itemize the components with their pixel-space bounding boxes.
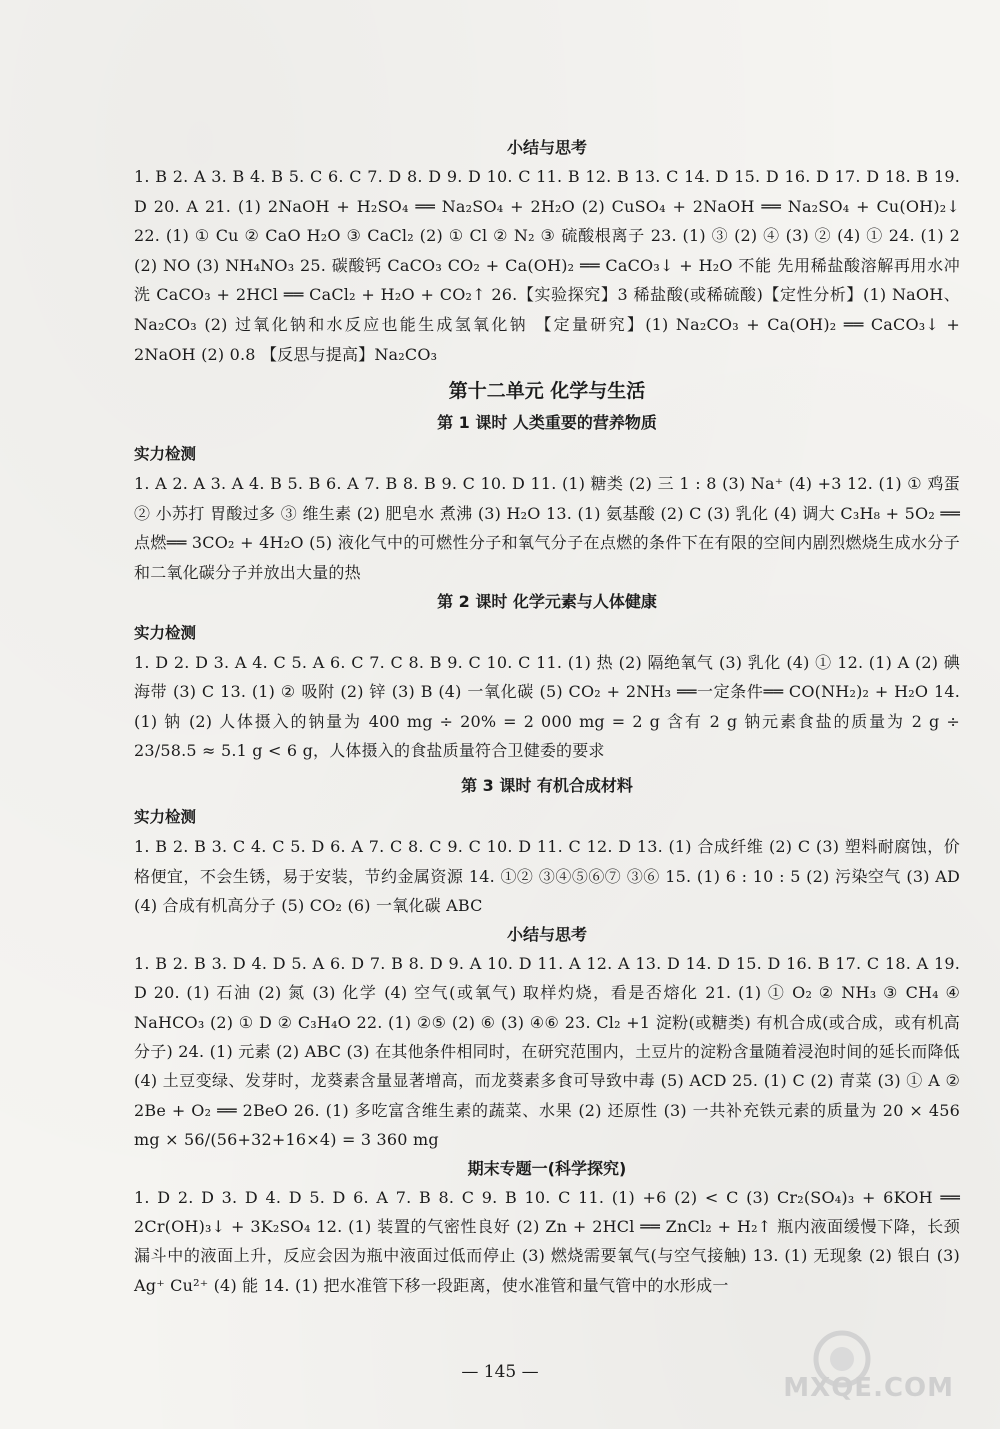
lesson3-title: 第 3 课时 有机合成材料 bbox=[461, 775, 633, 795]
lesson1-answers: 1. A 2. A 3. A 4. B 5. B 6. A 7. B 8. B 9. C 10. D 11. (1) 糖类 (2) 三 1 : 8 (3) Na⁺ (4) +3 12. (1) ① 鸡蛋 ② 小苏打 胃酸过多 ③ 维生素 (2) 肥皂水 煮沸 (3) H₂O 13. (1) 氨基酸 (2) C (3) 乳化 (4) 调大 C₃H₈ + 5O₂ ══点燃══ 3CO₂ + 4H₂O (5) 液化气中的可燃性分子和氧气分子在点燃的条件下在有限的空间内剧烈燃烧生成水分子和二氧化碳分子并放出大量的热 bbox=[134, 474, 960, 582]
page-number: — 145 — bbox=[461, 1362, 539, 1382]
unit-title: 第十二单元 化学与生活 bbox=[448, 380, 646, 403]
lesson1-label: 实力检测 bbox=[134, 445, 197, 464]
lesson2-answers: 1. D 2. D 3. A 4. C 5. A 6. C 7. C 8. B 9. C 10. C 11. (1) 热 (2) 隔绝氧气 (3) 乳化 (4) ① 12. (1) A (2) 碘 海带 (3) C 13. (1) ② 吸附 (2) 锌 (3) B (4) 一氧化碳 (5) CO₂ + 2NH₃ ══一定条件══ CO(NH₂)₂ + H₂O 14. (1) 钠 (2) 人体摄入的钠量为 400 mg ÷ 20% = 2 000 mg = 2 g 含有 2 g 钠元素食盐的质量为 2 g ÷ 23/58.5 ≈ 5.1 g < 6 g，人体摄入的食盐质量符合卫健委的要求 bbox=[134, 652, 960, 761]
watermark-text: MXQE.COM bbox=[783, 1373, 954, 1403]
summary2-answers: 1. B 2. B 3. D 4. D 5. A 6. D 7. B 8. D 9. A 10. D 11. A 12. A 13. D 14. D 15. D 16. B 17. C 18. A 19. D 20. (1) 石油 (2) 氮 (3) 化学 (4) 空气(或氧气) 取样灼烧，看是否熔化 21. (1) ① O₂ ② NH₃ ③ CH₄ ④ NaHCO₃ (2) ① D ② C₃H₄O 22. (1) ②⑤ (2) ⑥ (3) ④⑥ 23. Cl₂ +1 淀粉(或糖类) 有机合成(或合成，或有机高分子) 24. (1) 元素 (2) ABC (3) 在其他条件相同时，在研究范围内，土豆片的淀粉含量随着浸泡时间的延长而降低 (4) 土豆变绿、发芽时，龙葵素含量显著增高，而龙葵素多食可导致中毒 (5) ACD 25. (1) C (2) 青菜 (3) ① A ② 2Be + O₂ ══ 2BeO 26. (1) 多吃富含维生素的蔬菜、水果 (2) 还原性 (3) 一共补充铁元素的质量为 20 × 456 mg × 56/(56+32+16×4) = 3 360 mg bbox=[134, 953, 960, 1150]
lesson3-answers: 1. B 2. B 3. C 4. C 5. D 6. A 7. C 8. C 9. C 10. D 11. C 12. D 13. (1) 合成纤维 (2) C (3) 塑料耐腐蚀，价格便宜，不会生锈，易于安装，节约金属资源 14. ①② ③④⑤⑥⑦ ③⑥ 15. (1) 6 : 10 : 5 (2) 污染空气 (3) AD (4) 合成有机高分子 (5) CO₂ (6) 一氧化碳 ABC bbox=[134, 836, 960, 916]
answer-content bbox=[134, 134, 960, 1300]
section-title-summary2: 小结与思考 bbox=[506, 924, 587, 944]
lesson2-title: 第 2 课时 化学元素与人体健康 bbox=[437, 591, 657, 611]
final-topic-answers: 1. D 2. D 3. D 4. D 5. D 6. A 7. B 8. C 9. B 10. C 11. (1) +6 (2) < C (3) Cr₂(SO₄)₃ + 6KOH ══ 2Cr(OH)₃↓ + 3K₂SO₄ 12. (1) 装置的气密性良好 (2) Zn + 2HCl ══ ZnCl₂ + H₂↑ 瓶内液面缓慢下降，长颈漏斗中的液面上升，反应会因为瓶中液面过低而停止 (3) 燃烧需要氧气(与空气接触) 13. (1) 无现象 (2) 银白 (3) Ag⁺ Cu²⁺ (4) 能 14. (1) 把水准管下移一段距离，使水准管和量气管中的水形成一 bbox=[134, 1187, 960, 1295]
watermark bbox=[752, 1329, 962, 1411]
summary1-answers: 1. B 2. A 3. B 4. B 5. C 6. C 7. D 8. D 9. D 10. C 11. B 12. B 13. C 14. D 15. D 16. D 17. D 18. B 19. D 20. A 21. (1) 2NaOH + H₂SO₄ ══ Na₂SO₄ + 2H₂O (2) CuSO₄ + 2NaOH ══ Na₂SO₄ + Cu(OH)₂↓ 22. (1) ① Cu ② CaO H₂O ③ CaCl₂ (2) ① Cl ② N₂ ③ 硫酸根离子 23. (1) ③ (2) ④ (3) ② (4) ① 24. (1) 2 (2) NO (3) NH₄NO₃ 25. 碳酸钙 CaCO₃ CO₂ + Ca(OH)₂ ══ CaCO₃↓ + H₂O 不能 先用稀盐酸溶解再用水冲洗 CaCO₃ + 2HCl ══ CaCl₂ + H₂O + CO₂↑ 26.【实验探究】3 稀盐酸(或稀硫酸)【定性分析】(1) NaOH、Na₂CO₃ (2) 过氧化钠和水反应也能生成氢氧化钠 【定量研究】(1) Na₂CO₃ + Ca(OH)₂ ══ CaCO₃↓ + 2NaOH (2) 0.8 【反思与提高】Na₂CO₃ bbox=[134, 167, 960, 364]
section-title-summary1: 小结与思考 bbox=[506, 138, 587, 157]
lesson2-label: 实力检测 bbox=[134, 623, 197, 642]
final-topic-title: 期末专题一(科学探究) bbox=[467, 1158, 627, 1178]
lesson1-title: 第 1 课时 人类重要的营养物质 bbox=[437, 413, 657, 433]
lesson3-label: 实力检测 bbox=[134, 807, 197, 826]
